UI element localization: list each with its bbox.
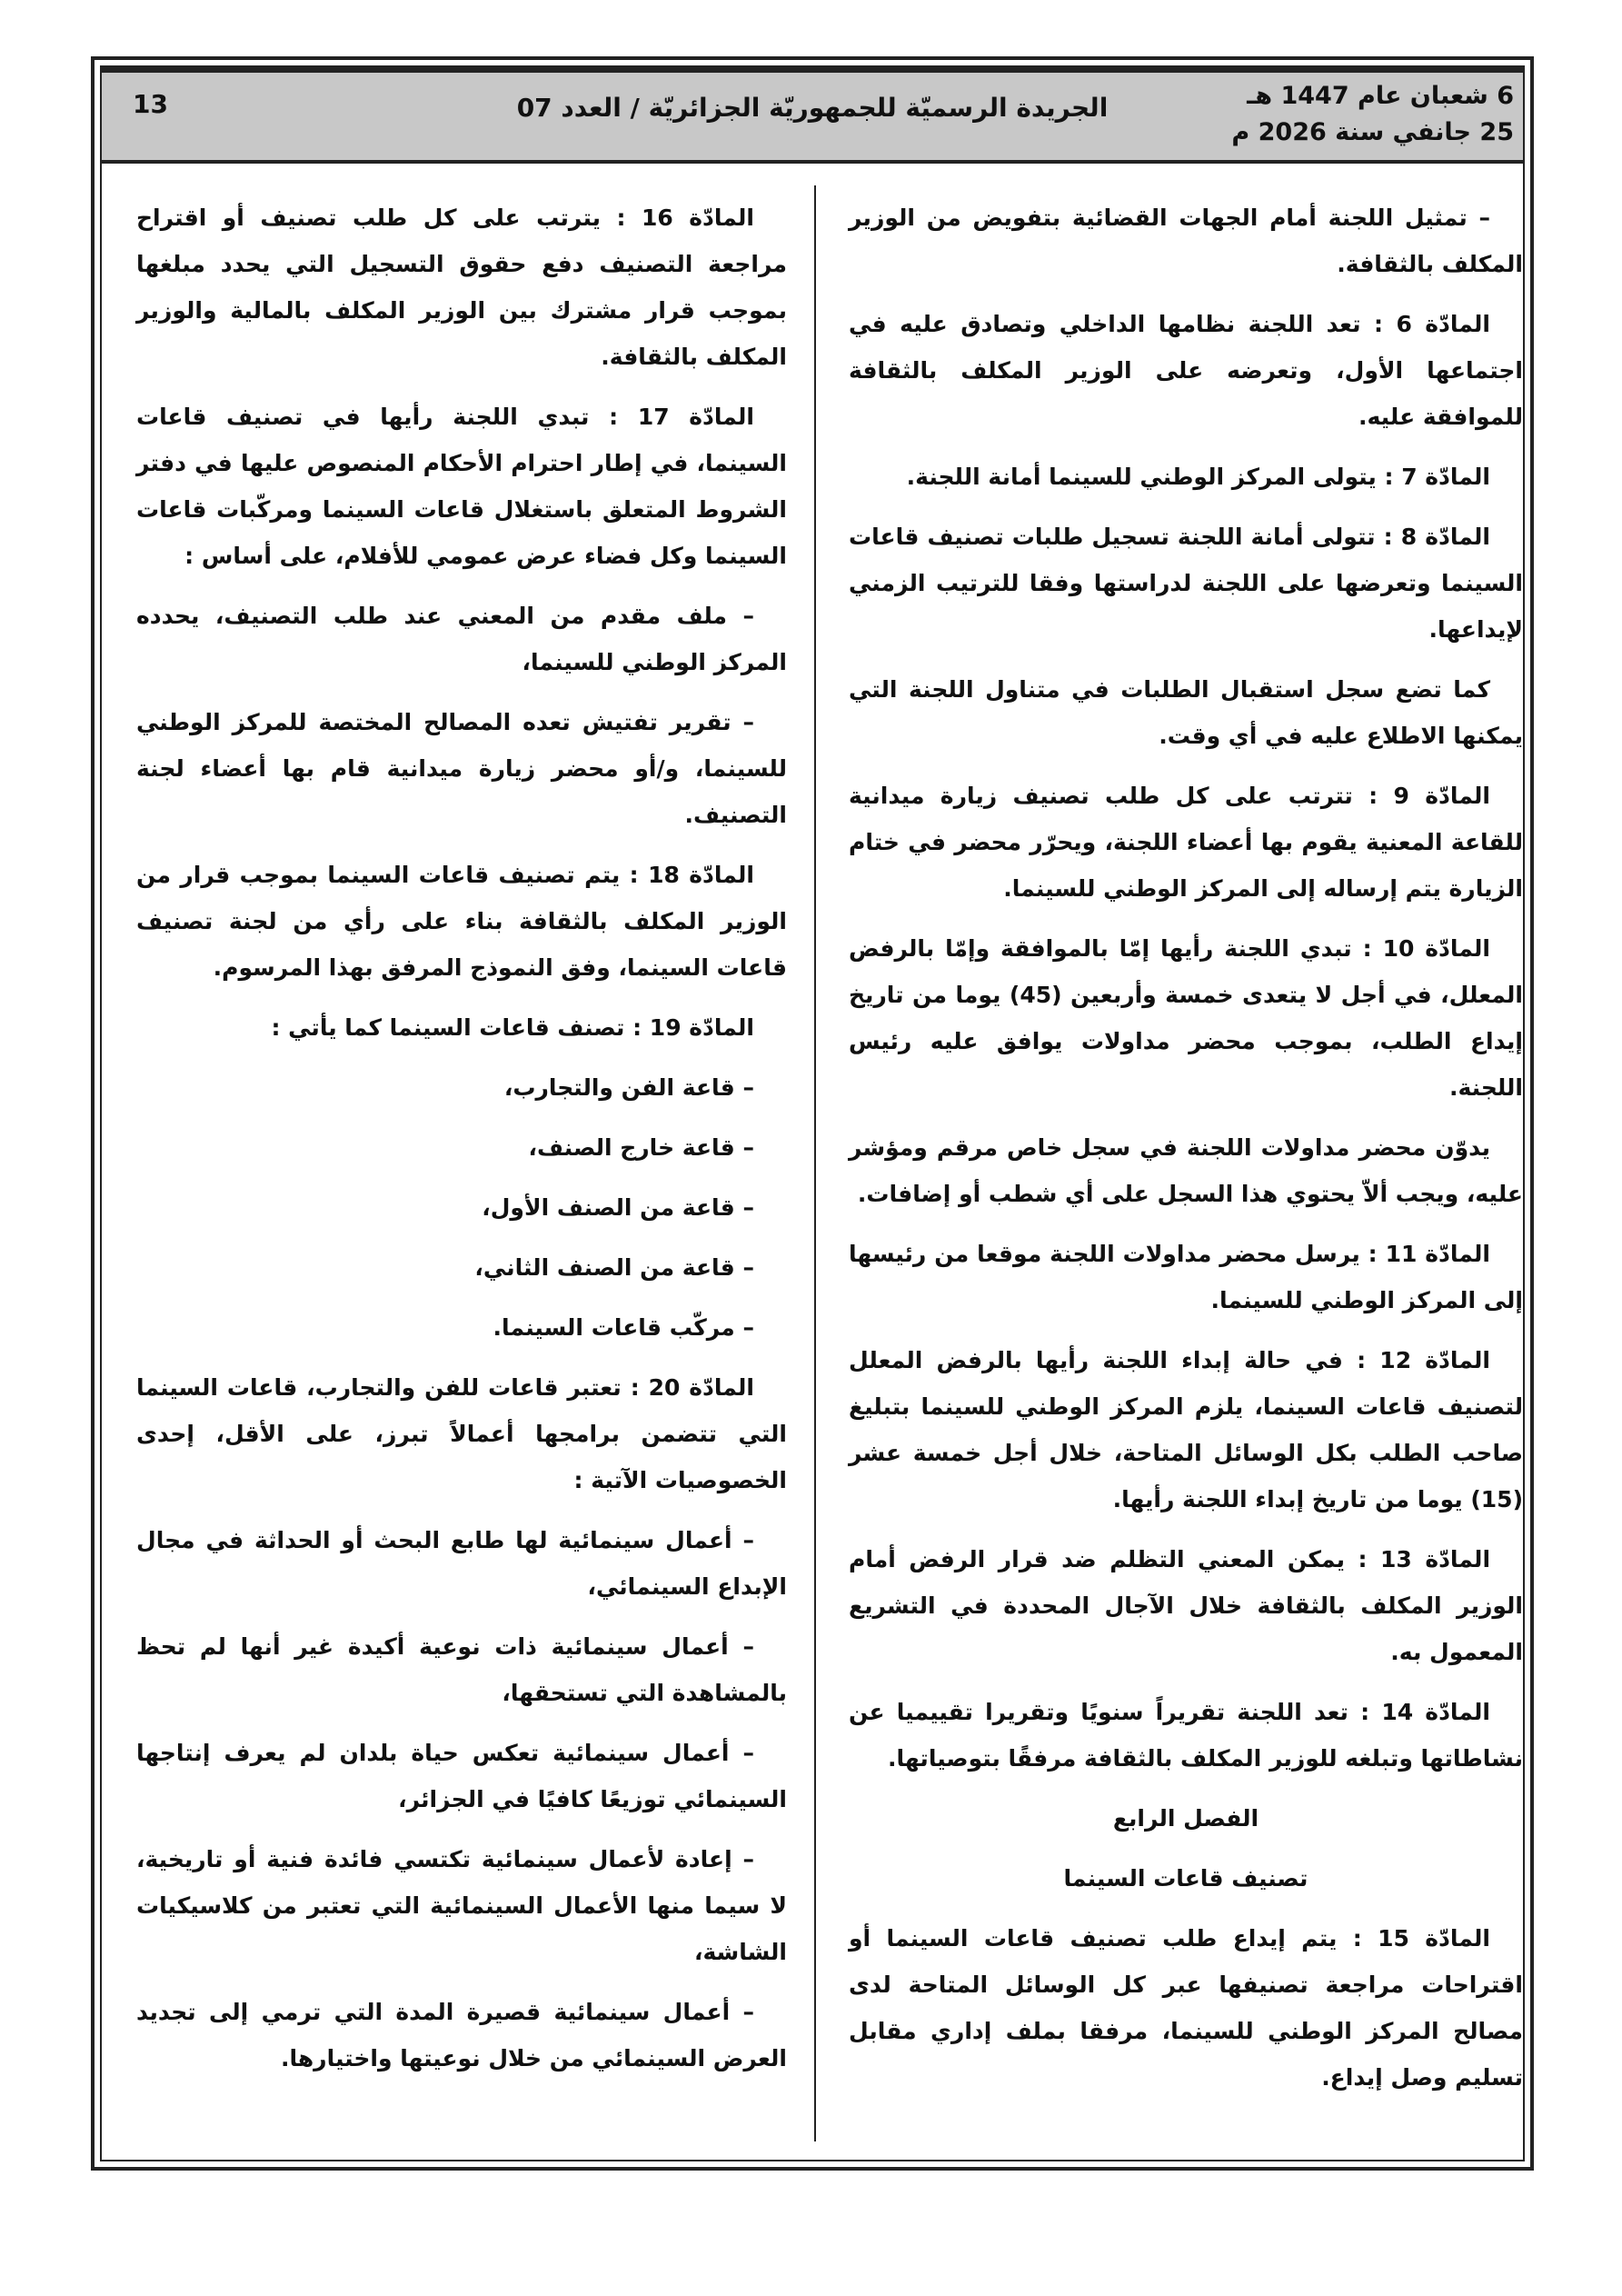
paragraph [136,1623,787,1716]
article-paragraph [849,301,1523,440]
article-label: المادّة 9 : [1352,783,1490,809]
article-label: المادّة 14 : [1348,1699,1490,1725]
paragraph-text: – أعمال سينمائية ذات نوعية أكيدة غير أنها لم تحظ بالمشاهدة التي تستحقها، [136,1633,787,1706]
article-label: المادّة 11 : [1359,1241,1490,1267]
paragraph-text: يتولى المركز الوطني للسينما أمانة اللجنة. [906,464,1377,490]
article-label: المادّة 8 : [1375,524,1490,550]
article-paragraph [136,1004,787,1051]
paragraph-text: – قاعة من الصنف الثاني، [474,1254,754,1281]
date-gregorian: 25 جانفي سنة 2026 م [1231,118,1514,146]
column-divider [814,185,816,2141]
article-label: المادّة 20 : [621,1374,754,1401]
article-label: المادّة 18 : [620,862,754,888]
article-label: المادّة 17 : [589,404,754,430]
article-label: المادّة 16 : [601,205,754,231]
gazette-title: الجريدة الرسميّة للجمهوريّة الجزائريّة / العدد 07 [516,93,1109,123]
left-column [136,195,787,2095]
paragraph [136,1304,787,1351]
paragraph-text: يتم تصنيف قاعات السينما بموجب قرار من الوزير المكلف بالثقافة بناء على رأي من لجنة تصنيف قاعات السينما، وفق النموذج المرفق بهذا المرسوم. [136,862,787,981]
paragraph-text: يترتب على كل طلب تصنيف أو اقتراح مراجعة التصنيف دفع حقوق التسجيل التي يحدد مبلغها بموجب قرار مشترك بين الوزير المكلف بالمالية والوزير المكلف بالثقافة. [136,205,787,370]
paragraph-text: – مركّب قاعات السينما. [493,1314,754,1341]
article-label: المادّة 15 : [1337,1925,1490,1952]
page-frame-inner [100,65,1525,2161]
paragraph-text: – قاعة الفن والتجارب، [503,1074,754,1101]
paragraph-text: تتولى أمانة اللجنة تسجيل طلبات تصنيف قاعات السينما وتعرضها على اللجنة لدراستها وفقا للترتيب الزمني لإيداعها. [849,524,1523,643]
paragraph [849,666,1523,759]
paragraph-text: تصنف قاعات السينما كما يأتي : [271,1014,625,1041]
page-frame [91,56,1534,2171]
paragraph-text: – قاعة من الصنف الأول، [482,1194,754,1221]
paragraph-text: – إعادة لأعمال سينمائية تكتسي فائدة فنية أو تاريخية، لا سيما منها الأعمال السينمائية التي تعتبر من كلاسيكيات الشاشة، [136,1846,787,1965]
paragraph [136,1836,787,1975]
paragraph [849,1124,1523,1217]
paragraph-text: تبدي اللجنة رأيها إمّا بالموافقة وإمّا بالرفض المعلل، في أجل لا يتعدى خمسة وأربعين (45) يوما من تاريخ إيداع الطلب، بموجب محضر مداولات يوافق عليه رئيس اللجنة. [849,935,1523,1101]
article-label: المادّة 13 : [1345,1546,1491,1572]
article-paragraph [136,195,787,380]
paragraph-text: في حالة إبداء اللجنة رأيها بالرفض المعلل لتصنيف قاعات السينما، يلزم المركز الوطني للسينما بتبليغ صاحب الطلب بكل الوسائل المتاحة، خلال أجل خمسة عشر (15) يوما من تاريخ إبداء اللجنة رأيها. [849,1347,1523,1512]
paragraph-text: – أعمال سينمائية قصيرة المدة التي ترمي إلى تجديد العرض السينمائي من خلال نوعيتها واختيارها. [136,1999,787,2071]
paragraph-text: كما تضع سجل استقبال الطلبات في متناول اللجنة التي يمكنها الاطلاع عليه في أي وقت. [849,676,1523,749]
page-number: 13 [133,89,168,119]
page-header [102,67,1523,164]
paragraph-text: – أعمال سينمائية لها طابع البحث أو الحداثة في مجال الإبداع السينمائي، [136,1527,787,1600]
paragraph-text: يرسل محضر مداولات اللجنة موقعا من رئيسها إلى المركز الوطني للسينما. [849,1241,1523,1313]
chapter-title: تصنيف قاعات السينما [1063,1865,1309,1892]
paragraph [849,195,1523,287]
paragraph-text: تعد اللجنة تقريراً سنويًا وتقريرا تقييميا عن نشاطاتها وتبلغه للوزير المكلف بالثقافة مرفقًا بتوصياتها. [849,1699,1523,1772]
paragraph-text: تعد اللجنة نظامها الداخلي وتصادق عليه في اجتماعها الأول، وتعرضه على الوزير المكلف بالثقافة للموافقة عليه. [849,311,1523,430]
article-paragraph [849,925,1523,1111]
article-paragraph [849,773,1523,912]
article-paragraph [849,1231,1523,1323]
right-column [849,195,1523,2114]
article-label: المادّة 7 : [1376,464,1490,490]
paragraph [136,1064,787,1111]
article-paragraph [136,1364,787,1503]
paragraph-text: يدوّن محضر مداولات اللجنة في سجل خاص مرقم ومؤشر عليه، ويجب ألاّ يحتوي هذا السجل على أي شطب أو إضافات. [849,1134,1523,1207]
article-paragraph [849,454,1523,500]
paragraph [136,1989,787,2081]
article-paragraph [849,1689,1523,1782]
article-label: المادّة 19 : [624,1014,754,1041]
paragraph-text: تترتب على كل طلب تصنيف زيارة ميدانية للقاعة المعنية يقوم بها أعضاء اللجنة، ويحرّر محضر في ختام الزيارة يتم إرساله إلى المركز الوطني للسينما. [849,783,1523,902]
paragraph-text: – ملف مقدم من المعني عند طلب التصنيف، يحدده المركز الوطني للسينما، [136,603,787,675]
paragraph-text: يتم إيداع طلب تصنيف قاعات السينما أو اقتراحات مراجعة تصنيفها عبر كل الوسائل المتاحة لدى مصالح المركز الوطني للسينما، مرفقا بملف إداري مقابل تسليم وصل إيداع. [849,1925,1523,2091]
date-hijri: 6 شعبان عام 1447 هـ [1247,82,1514,110]
article-paragraph [849,514,1523,653]
article-label: المادّة 6 : [1360,311,1490,337]
paragraph [136,1730,787,1822]
paragraph-text: – أعمال سينمائية تعكس حياة بلدان لم يعرف إنتاجها السينمائي توزيعًا كافيًا في الجزائر، [136,1740,787,1812]
paragraph-text: يمكن المعني التظلم ضد قرار الرفض أمام الوزير المكلف بالثقافة خلال الآجال المحددة في التشريع المعمول به. [849,1546,1523,1665]
paragraph [136,1124,787,1171]
article-paragraph [136,394,787,579]
paragraph-text: تعتبر قاعات للفن والتجارب، قاعات السينما التي تتضمن برامجها أعمالاً تبرز، على الأقل، إحدى الخصوصيات الآتية : [136,1374,787,1493]
article-paragraph [849,1337,1523,1522]
paragraph-text: – تمثيل اللجنة أمام الجهات القضائية بتفويض من الوزير المكلف بالثقافة. [849,205,1523,277]
paragraph-text: – تقرير تفتيش تعده المصالح المختصة للمركز الوطني للسينما، و/أو محضر زيارة ميدانية قام بها أعضاء لجنة التصنيف. [136,709,787,828]
paragraph [136,1244,787,1291]
article-paragraph [136,852,787,991]
article-label: المادّة 10 : [1351,935,1490,962]
article-paragraph [849,1915,1523,2101]
paragraph [136,593,787,685]
paragraph [136,699,787,838]
article-paragraph [849,1536,1523,1675]
paragraph [136,1517,787,1610]
paragraph [136,1184,787,1231]
article-label: المادّة 12 : [1342,1347,1490,1373]
chapter-number: الفصل الرابع [1112,1805,1259,1832]
paragraph-text: – قاعة خارج الصنف، [528,1134,754,1161]
paragraph-text: تبدي اللجنة رأيها في تصنيف قاعات السينما، في إطار احترام الأحكام المنصوص عليها في دفتر الشروط المتعلق باستغلال قاعات السينما ومركّبات قاعات السينما وكل فضاء عرض عمومي للأفلام، على أساس : [136,404,787,569]
